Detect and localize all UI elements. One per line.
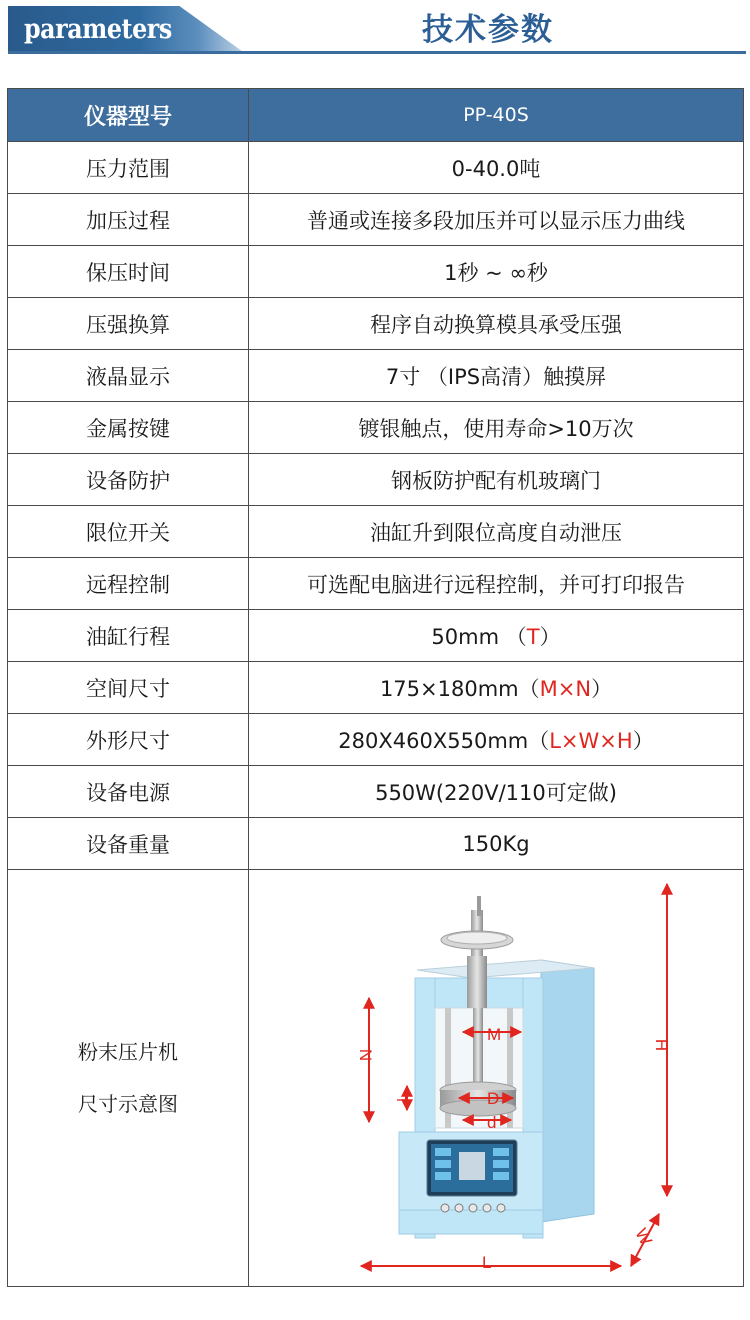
figure-cell <box>249 870 744 1287</box>
table-row <box>8 142 744 194</box>
row-label: 保压时间 <box>8 246 249 298</box>
row-label: 限位开关 <box>8 506 249 558</box>
row-value: 7寸 （IPS高清）触摸屏 <box>249 350 744 402</box>
press-dimension-figure <box>249 870 743 1286</box>
dim-label-m: M <box>487 1025 502 1044</box>
model-value: PP-40S <box>249 89 744 142</box>
model-label: 仪器型号 <box>8 89 249 142</box>
table-row <box>8 298 744 350</box>
dim-label-w: W <box>631 1225 656 1249</box>
row-label: 金属按键 <box>8 402 249 454</box>
table-row <box>8 610 744 662</box>
table-row <box>8 194 744 246</box>
header-underline <box>8 51 746 54</box>
header-title-en: parameters <box>24 14 172 45</box>
row-value: 钢板防护配有机玻璃门 <box>249 454 744 506</box>
row-label: 加压过程 <box>8 194 249 246</box>
press-machine <box>399 896 594 1238</box>
row-value: 150Kg <box>249 818 744 870</box>
row-value: 1秒 ~ ∞秒 <box>249 246 744 298</box>
header <box>0 0 750 60</box>
value-text: 175×180mm（ <box>379 676 540 701</box>
figure-label-line2: 尺寸示意图 <box>78 1092 178 1116</box>
value-text: 280X460X550mm（ <box>338 728 550 753</box>
figure-row <box>8 870 744 1287</box>
value-text: ） <box>539 624 561 649</box>
dim-label-l: L <box>482 1253 492 1272</box>
table-row <box>8 350 744 402</box>
dim-label-n: N <box>356 1048 376 1062</box>
value-code: L×W×H <box>549 728 633 753</box>
row-value <box>249 662 744 714</box>
table-row <box>8 454 744 506</box>
row-label: 设备重量 <box>8 818 249 870</box>
dim-label-d-lower: d <box>487 1113 497 1132</box>
spec-table <box>7 88 744 1287</box>
table-row <box>8 766 744 818</box>
row-value: 普通或连接多段加压并可以显示压力曲线 <box>249 194 744 246</box>
row-value: 油缸升到限位高度自动泄压 <box>249 506 744 558</box>
dim-label-d-upper: D <box>487 1089 500 1108</box>
row-value: 镀银触点，使用寿命>10万次 <box>249 402 744 454</box>
row-value: 可选配电脑进行远程控制，并可打印报告 <box>249 558 744 610</box>
row-value: 550W(220V/110可定做) <box>249 766 744 818</box>
value-text: ） <box>591 676 613 701</box>
dim-label-h: H <box>652 1038 672 1052</box>
table-row <box>8 402 744 454</box>
value-text: 50mm （ <box>431 624 527 649</box>
table-row <box>8 818 744 870</box>
table-row <box>8 246 744 298</box>
table-row <box>8 714 744 766</box>
row-label: 设备电源 <box>8 766 249 818</box>
row-label: 压强换算 <box>8 298 249 350</box>
row-value: 程序自动换算模具承受压强 <box>249 298 744 350</box>
row-label: 油缸行程 <box>8 610 249 662</box>
table-header-row <box>8 89 744 142</box>
row-label: 远程控制 <box>8 558 249 610</box>
figure-label-cell <box>8 870 249 1287</box>
press-machine-drawing <box>249 870 743 1286</box>
row-value <box>249 714 744 766</box>
row-value: 0-40.0吨 <box>249 142 744 194</box>
dim-label-t: T <box>393 1096 409 1104</box>
row-label: 液晶显示 <box>8 350 249 402</box>
value-text: ） <box>632 728 654 753</box>
table-row <box>8 506 744 558</box>
row-value <box>249 610 744 662</box>
table-row <box>8 662 744 714</box>
row-label: 空间尺寸 <box>8 662 249 714</box>
header-title-cn: 技术参数 <box>422 12 554 48</box>
row-label: 外形尺寸 <box>8 714 249 766</box>
row-label: 设备防护 <box>8 454 249 506</box>
table-row <box>8 558 744 610</box>
row-label: 压力范围 <box>8 142 249 194</box>
figure-label-line1: 粉末压片机 <box>78 1040 178 1064</box>
value-code: T <box>526 624 540 649</box>
value-code: M×N <box>539 676 592 701</box>
